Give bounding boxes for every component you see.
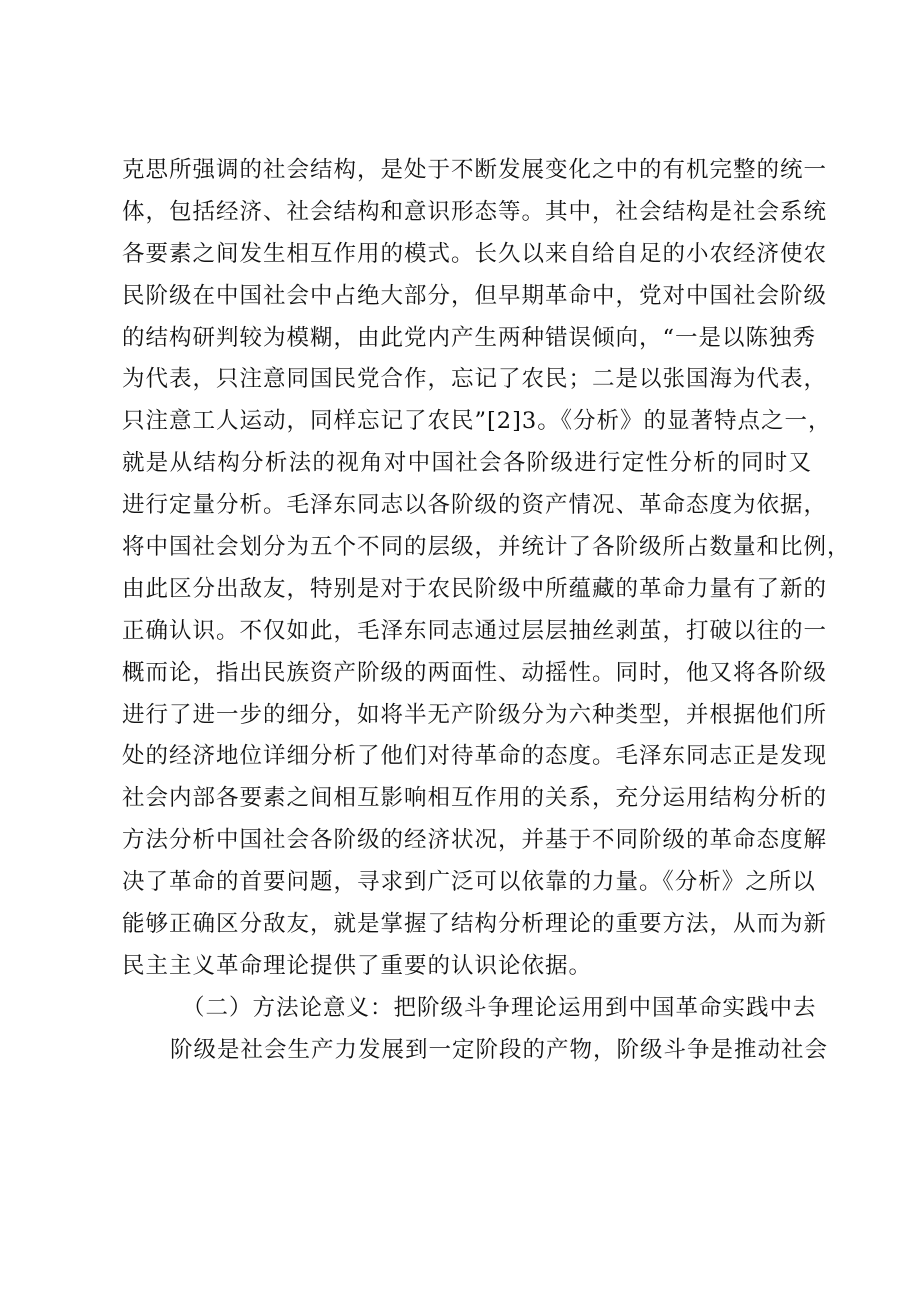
text-line: 民阶级在中国社会中占绝大部分，但早期革命中，党对中国社会阶级 (122, 282, 828, 309)
text-line: 概而论，指出民族资产阶级的两面性、动摇性。同时，他又将各阶级 (122, 659, 828, 686)
text-line: 正确认识。不仅如此，毛泽东同志通过层层抽丝剥茧，打破以往的一 (122, 617, 828, 644)
text-line: 体，包括经济、社会结构和意识形态等。其中，社会结构是社会系统 (122, 198, 828, 225)
text-line: 处的经济地位详细分析了他们对待革命的态度。毛泽东同志正是发现 (122, 743, 828, 770)
text-line: 进行了进一步的细分，如将半无产阶级分为六种类型，并根据他们所 (122, 701, 828, 728)
text-line: 社会内部各要素之间相互影响相互作用的关系，充分运用结构分析的 (122, 785, 828, 812)
text-line-last: 民主主义革命理论提供了重要的认识论依据。 (122, 952, 593, 979)
text-line: 各要素之间发生相互作用的模式。长久以来自给自足的小农经济使农 (122, 240, 828, 267)
text-line: 将中国社会划分为五个不同的层级，并统计了各阶级所占数量和比例， (122, 534, 851, 561)
text-line: 方法分析中国社会各阶级的经济状况，并基于不同阶级的革命态度解 (122, 827, 828, 854)
body-text (122, 150, 851, 1072)
text-line: 由此区分出敌友，特别是对于农民阶级中所蕴藏的革命力量有了新的 (122, 575, 828, 602)
text-line: 克思所强调的社会结构，是处于不断发展变化之中的有机完整的统一 (122, 157, 828, 183)
text-line: 决了革命的首要问题，寻求到广泛可以依靠的力量。《分析》之所以 (122, 869, 816, 896)
paragraph-start: 阶级是社会生产力发展到一定阶段的产物，阶级斗争是推动社会 (170, 1036, 829, 1063)
text-line: 能够正确区分敌友，就是掌握了结构分析理论的重要方法，从而为新 (122, 911, 828, 938)
text-line: 的结构研判较为模糊，由此党内产生两种错误倾向，“一是以陈独秀 (122, 324, 817, 351)
text-line: 就是从结构分析法的视角对中国社会各阶级进行定性分析的同时又 (122, 450, 812, 477)
text-line: 为代表，只注意同国民党合作，忘记了农民；二是以张国海为代表， (122, 366, 828, 393)
text-line: 只注意工人运动，同样忘记了农民”[2]3。《分析》的显著特点之一， (122, 408, 832, 435)
section-heading: （二）方法论意义：把阶级斗争理论运用到中国革命实践中去 (182, 994, 817, 1021)
text-line: 进行定量分析。毛泽东同志以各阶级的资产情况、革命态度为依据， (122, 492, 828, 519)
